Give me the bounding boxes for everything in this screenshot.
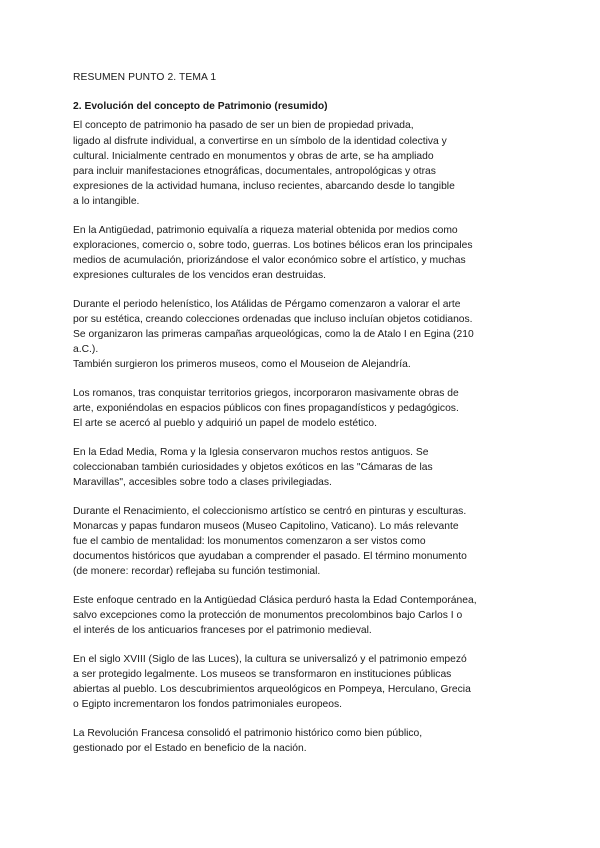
paragraph-line: o Egipto incrementaron los fondos patrimoniales europeos. <box>73 699 343 710</box>
paragraph-line: En la Edad Media, Roma y la Iglesia conservaron muchos restos antiguos. Se <box>73 447 429 458</box>
paragraph-line: Este enfoque centrado en la Antigüedad Clásica perduró hasta la Edad Contemporánea, <box>73 595 477 606</box>
paragraph-line: Durante el periodo helenístico, los Atálidas de Pérgamo comenzaron a valorar el arte <box>73 299 461 310</box>
paragraph-line: expresiones culturales de los vencidos eran destruidas. <box>73 270 326 281</box>
paragraph-line: Los romanos, tras conquistar territorios griegos, incorporaron masivamente obras de <box>73 388 459 399</box>
paragraph-line: La Revolución Francesa consolidó el patrimonio histórico como bien público, <box>73 728 423 739</box>
paragraph-line: a lo intangible. <box>73 196 140 207</box>
paragraph-line: exploraciones, comercio o, sobre todo, guerras. Los botines bélicos eran los principales <box>73 240 473 251</box>
paragraph-line: En el siglo XVIII (Siglo de las Luces), la cultura se universalizó y el patrimonio empezó <box>73 654 467 665</box>
paragraph-line: salvo excepciones como la protección de monumentos precolombinos bajo Carlos I o <box>73 610 463 621</box>
paragraph-line: ligado al disfrute individual, a convertirse en un símbolo de la identidad colectiva y <box>73 136 447 147</box>
paragraph-line: El arte se acercó al pueblo y adquirió un papel de modelo estético. <box>73 418 377 429</box>
paragraph-line: expresiones de la actividad humana, incluso recientes, abarcando desde lo tangible <box>73 181 455 192</box>
paragraph-line: documentos históricos que ayudaban a comprender el pasado. El término monumento <box>73 551 467 562</box>
paragraph-line: Maravillas", accesibles sobre todo a clases privilegiadas. <box>73 477 332 488</box>
paragraph-line: El concepto de patrimonio ha pasado de ser un bien de propiedad privada, <box>73 120 414 131</box>
paragraph-line: fue el cambio de mentalidad: los monumentos comenzaron a ser vistos como <box>73 536 426 547</box>
paragraph-line: para incluir manifestaciones etnográficas, documentales, antropológicas y otras <box>73 166 436 177</box>
paragraph-line: abiertas al pueblo. Los descubrimientos arqueológicos en Pompeya, Herculano, Grecia <box>73 684 471 695</box>
document-header: RESUMEN PUNTO 2. TEMA 1 <box>73 72 217 83</box>
paragraph-line: gestionado por el Estado en beneficio de la nación. <box>73 743 307 754</box>
paragraph-line: cultural. Inicialmente centrado en monumentos y obras de arte, se ha ampliado <box>73 151 434 162</box>
section-heading: 2. Evolución del concepto de Patrimonio (resumido) <box>73 101 328 112</box>
paragraph-line: Se organizaron las primeras campañas arqueológicas, como la de Atalo I en Egina (210 <box>73 329 474 340</box>
paragraph-line: (de monere: recordar) reflejaba su función testimonial. <box>73 566 321 577</box>
paragraph-line: por su estética, creando colecciones ordenadas que incluso incluían objetos cotidianos. <box>73 314 473 325</box>
paragraph-line: medios de acumulación, priorizándose el valor económico sobre el artístico, y muchas <box>73 255 466 266</box>
paragraph-line: arte, exponiéndolas en espacios públicos con fines propagandísticos y pedagógicos. <box>73 403 459 414</box>
paragraph-line: coleccionaban también curiosidades y objetos exóticos en las "Cámaras de las <box>73 462 433 473</box>
paragraph-line: También surgieron los primeros museos, como el Mouseion de Alejandría. <box>73 359 411 370</box>
paragraph-line: En la Antigüedad, patrimonio equivalía a riqueza material obtenida por medios como <box>73 225 458 236</box>
paragraph-line: Monarcas y papas fundaron museos (Museo Capitolino, Vaticano). Lo más relevante <box>73 521 459 532</box>
paragraph-line: Durante el Renacimiento, el coleccionismo artístico se centró en pinturas y esculturas. <box>73 506 467 517</box>
paragraph-line: el interés de los anticuarios franceses por el patrimonio medieval. <box>73 625 372 636</box>
paragraph-line: a.C.). <box>73 344 99 355</box>
paragraph-line: a ser protegido legalmente. Los museos se transformaron en instituciones públicas <box>73 669 452 680</box>
